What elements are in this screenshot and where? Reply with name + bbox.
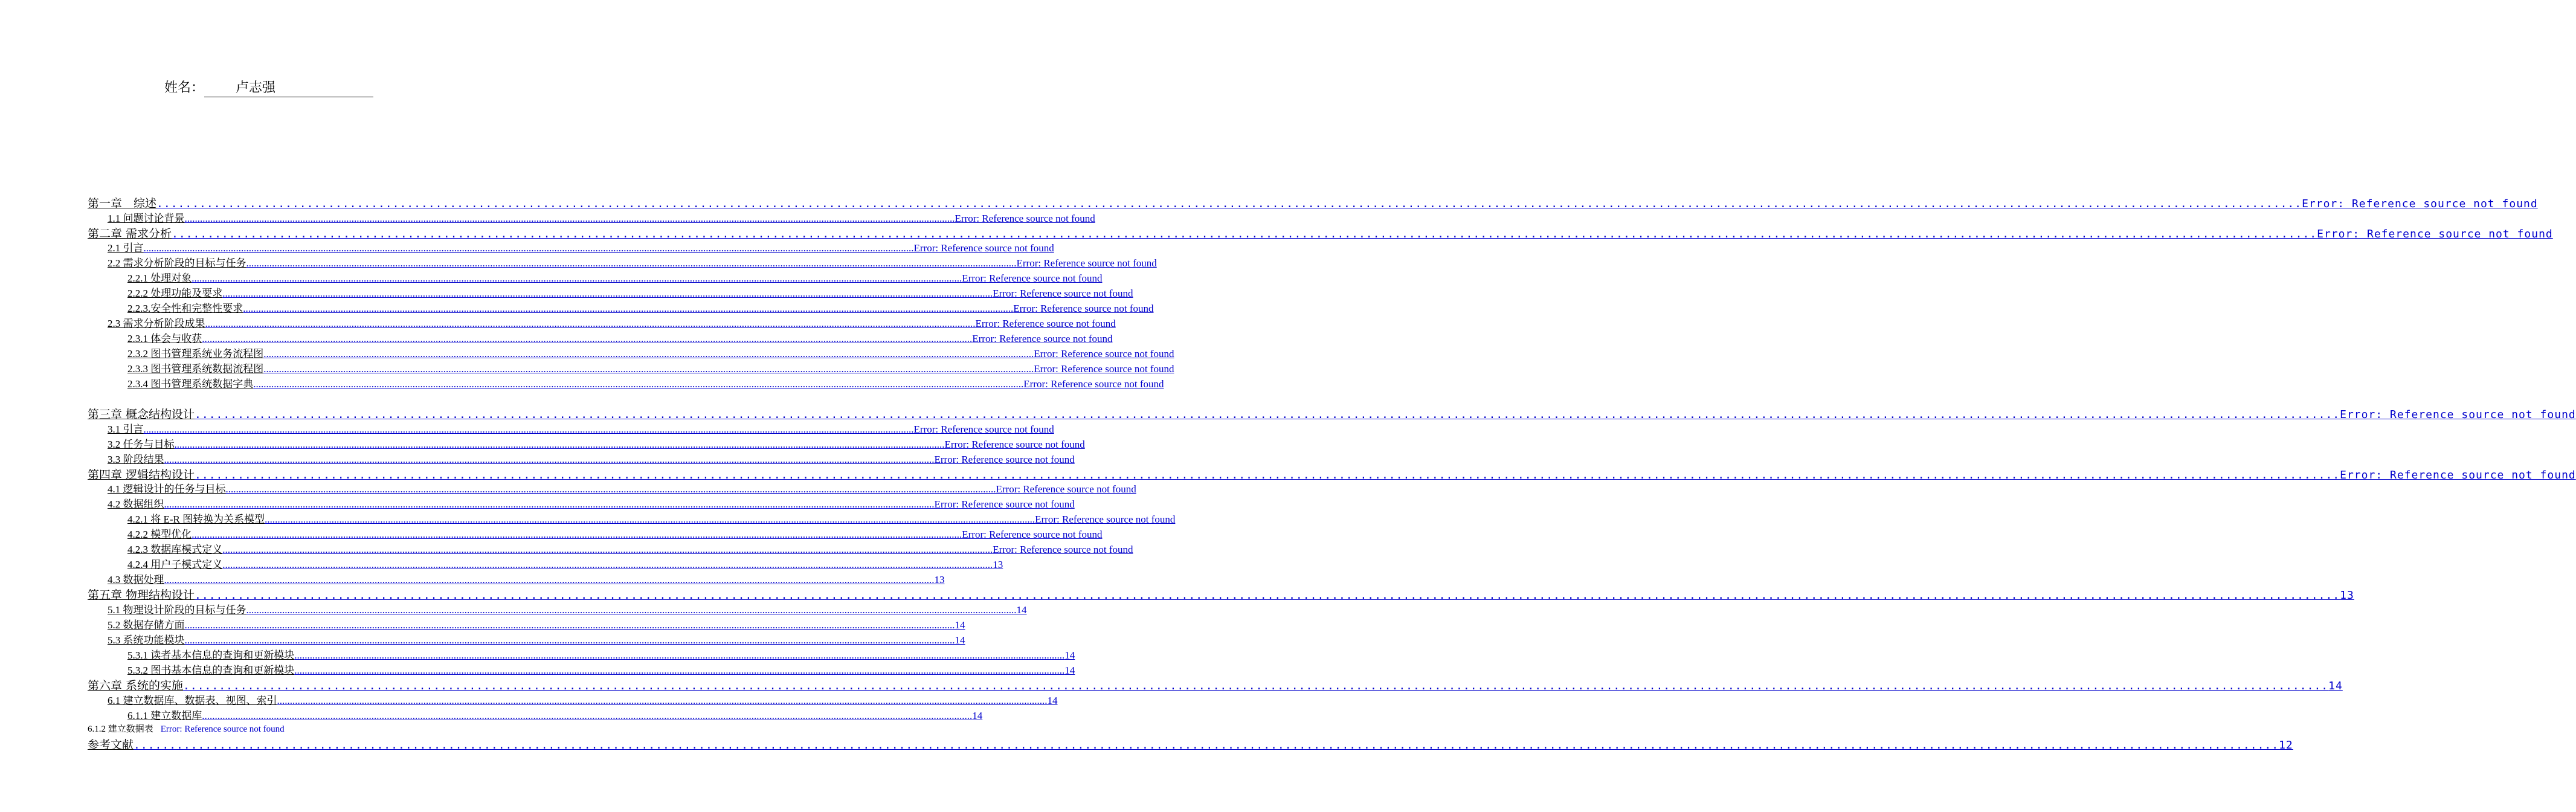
toc-entry[interactable]	[127, 662, 1075, 676]
toc-dot-leader: ............................................................................................................................................................................................................................................................................................................	[183, 680, 2329, 692]
toc-entry-page: 14	[1016, 604, 1027, 616]
toc-entry-title: 4.3 数据处理	[108, 574, 164, 585]
toc-entry-title: 4.1 逻辑设计的任务与目标	[108, 483, 226, 495]
toc-entry-title: 第一章 综述	[88, 197, 157, 210]
toc-dot-leader: ............................................................................................................................................................................................................................................................................................................	[294, 665, 1065, 676]
toc-entry-title: 1.1 问题讨论背景	[108, 213, 185, 224]
toc-entry[interactable]	[127, 269, 1103, 284]
toc-dot-leader: ............................................................................................................................................................................................................................................................................................................	[263, 363, 1034, 375]
toc-entry-page: Error: Reference source not found	[962, 272, 1103, 284]
name-label: 姓名：	[164, 80, 205, 95]
toc-entry-page: 14	[1064, 649, 1075, 661]
toc-entry-page: Error: Reference source not found	[955, 213, 1095, 224]
toc-entry-page: Error: Reference source not found	[975, 318, 1116, 329]
toc-entry-page: Error: Reference source not found	[1016, 257, 1157, 269]
toc-dot-leader: ............................................................................................................................................................................................................................................................................................................	[184, 213, 955, 224]
toc-dot-leader: ............................................................................................................................................................................................................................................................................................................	[225, 483, 996, 495]
toc-dot-leader: ............................................................................................................................................................................................................................................................................................................	[265, 514, 1035, 525]
toc-entry[interactable]	[127, 541, 1133, 555]
toc-entry-title: 5.3.2 图书基本信息的查询和更新模块	[127, 665, 295, 676]
toc-entry-page: Error: Reference source not found	[1013, 303, 1154, 314]
toc-dot-leader: ............................................................................................................................................................................................................................................................................................................	[164, 498, 935, 510]
toc-entry-page: 14	[1047, 695, 1058, 706]
toc-entry-page: Error: Reference source not found	[2317, 228, 2553, 240]
toc-entry-title: 2.3.4 图书管理系统数据字典	[127, 378, 254, 390]
toc-dot-leader: ............................................................................................................................................................................................................................................................................................................	[134, 739, 2279, 752]
toc-entry-title: 3.1 引言	[108, 424, 144, 435]
toc-dot-leader: ............................................................................................................................................................................................................................................................................................................	[205, 318, 976, 329]
toc-entry-page: 14	[955, 619, 965, 631]
toc-entry-page: 14	[955, 634, 965, 646]
toc-dot-leader: ............................................................................................................................................................................................................................................................................................................	[184, 619, 955, 631]
toc-entry-page: Error: Reference source not found	[2340, 408, 2576, 421]
toc-entry[interactable]	[108, 631, 965, 646]
toc-entry-title: 第三章 概念结构设计	[88, 408, 195, 421]
toc-entry[interactable]	[127, 646, 1075, 661]
toc-entry-title: 2.2.1 处理对象	[127, 272, 192, 284]
toc-entry-page: Error: Reference source not found	[1034, 348, 1174, 359]
toc-entry[interactable]	[88, 677, 2343, 692]
toc-entry-page: Error: Reference source not found	[934, 498, 1075, 510]
toc-dot-leader: ............................................................................................................................................................................................................................................................................................................	[184, 634, 955, 646]
toc-entry-page: Error: Reference source not found	[934, 454, 1075, 465]
toc-entry[interactable]	[108, 495, 1075, 510]
toc-entry-title: 2.3 需求分析阶段成果	[108, 318, 205, 329]
toc-dot-leader: ............................................................................................................................................................................................................................................................................................................	[156, 198, 2302, 210]
toc-entry[interactable]	[88, 736, 2293, 752]
toc-dot-leader: ............................................................................................................................................................................................................................................................................................................	[263, 348, 1034, 359]
toc-entry-page: 14	[1064, 665, 1075, 676]
toc-entry[interactable]	[88, 466, 2576, 482]
toc-entry-title: 5.3 系统功能模块	[108, 634, 185, 646]
toc-entry-page: 13	[934, 574, 945, 585]
toc-entry-title: 2.1 引言	[108, 242, 144, 254]
toc-entry-title: 5.2 数据存储方面	[108, 619, 185, 631]
toc-entry-page: Error: Reference source not found	[2340, 469, 2576, 482]
toc-entry-title: 2.2 需求分析阶段的目标与任务	[108, 257, 246, 269]
toc-dot-leader: ............................................................................................................................................................................................................................................................................................................	[243, 303, 1014, 314]
toc-entry[interactable]	[108, 616, 965, 631]
toc-entry-title: 2.2.3.安全性和完整性要求	[127, 303, 243, 314]
toc-dot-leader: ............................................................................................................................................................................................................................................................................................................	[246, 604, 1017, 616]
toc-entry-title: 5.1 物理设计阶段的目标与任务	[108, 604, 246, 616]
toc-entry[interactable]	[88, 195, 2538, 210]
toc-entry[interactable]	[108, 601, 1027, 616]
name-field	[164, 77, 373, 97]
toc-entry-title: 5.3.1 读者基本信息的查询和更新模块	[127, 649, 295, 661]
toc-entry[interactable]	[127, 285, 1133, 299]
toc-entry-page: Error: Reference source not found	[160, 724, 285, 734]
toc-entry[interactable]	[127, 511, 1176, 525]
toc-dot-leader: ............................................................................................................................................................................................................................................................................................................	[172, 228, 2317, 240]
toc-entry[interactable]	[127, 707, 983, 721]
toc-entry-page: Error: Reference source not found	[996, 483, 1136, 495]
toc-entry-page: Error: Reference source not found	[913, 242, 1054, 254]
toc-entry[interactable]	[108, 420, 1054, 435]
toc-dot-leader: ............................................................................................................................................................................................................................................................................................................	[192, 272, 962, 284]
toc-entry-title: 第五章 物理结构设计	[88, 588, 195, 602]
toc-entry-page: Error: Reference source not found	[1035, 514, 1176, 525]
toc-dot-leader: ............................................................................................................................................................................................................................................................................................................	[174, 439, 945, 450]
toc-entry-page: 13	[2340, 589, 2354, 602]
toc-entry[interactable]	[88, 225, 2553, 240]
toc-entry-page: Error: Reference source not found	[993, 288, 1133, 299]
toc-entry[interactable]	[108, 254, 1157, 269]
toc-dot-leader: ............................................................................................................................................................................................................................................................................................................	[294, 649, 1065, 661]
toc-entry-title: 2.3.3 图书管理系统数据流程图	[127, 363, 264, 375]
toc-entry-title: 4.2.2 模型优化	[127, 529, 192, 540]
toc-dot-leader: ............................................................................................................................................................................................................................................................................................................	[222, 544, 993, 555]
toc-dot-leader: ............................................................................................................................................................................................................................................................................................................	[164, 454, 935, 465]
toc-entry-title: 2.3.2 图书管理系统业务流程图	[127, 348, 264, 359]
toc-entry[interactable]	[108, 315, 1116, 329]
toc-entry-title: 参考文献	[88, 738, 134, 752]
toc-entry-title: 第二章 需求分析	[88, 227, 172, 240]
toc-entry[interactable]	[127, 300, 1154, 314]
toc-dot-leader: ............................................................................................................................................................................................................................................................................................................	[195, 408, 2340, 421]
toc-entry-title: 4.2.4 用户子模式定义	[127, 559, 223, 570]
toc-entry[interactable]	[108, 451, 1075, 465]
toc-dot-leader: ............................................................................................................................................................................................................................................................................................................	[195, 469, 2340, 482]
toc-dot-leader: ............................................................................................................................................................................................................................................................................................................	[202, 333, 973, 344]
toc-entry[interactable]	[108, 692, 1058, 706]
toc-entry-title: 2.3.1 体会与收获	[127, 333, 202, 344]
toc-dot-leader: ............................................................................................................................................................................................................................................................................................................	[164, 574, 935, 585]
toc-entry-page: Error: Reference source not found	[1023, 378, 1164, 390]
toc-entry-page: Error: Reference source not found	[972, 333, 1113, 344]
toc-entry[interactable]	[127, 526, 1103, 540]
toc-dot-leader: ............................................................................................................................................................................................................................................................................................................	[143, 242, 914, 254]
toc-entry-title: 3.3 阶段结果	[108, 454, 164, 465]
toc-entry-title: 6.1 建立数据库、数据表、视图、索引	[108, 695, 277, 706]
toc-entry-title: 3.2 任务与目标	[108, 439, 175, 450]
toc-dot-leader: ............................................................................................................................................................................................................................................................................................................	[277, 695, 1048, 706]
toc-entry[interactable]	[108, 210, 1095, 224]
name-value: 卢志强	[204, 80, 373, 97]
toc-entry[interactable]	[127, 556, 1003, 570]
toc-entry[interactable]	[127, 345, 1174, 359]
toc-entry-title: 第六章 系统的实施	[88, 679, 184, 692]
toc-entry-title: 6.1.2 建立数据表	[88, 724, 153, 734]
toc-entry-page: 14	[972, 710, 983, 721]
toc-entry-title: 第四章 逻辑结构设计	[88, 468, 195, 482]
toc-entry[interactable]	[108, 436, 1085, 450]
toc-dot-leader: ............................................................................................................................................................................................................................................................................................................	[202, 710, 973, 721]
toc-dot-leader: ............................................................................................................................................................................................................................................................................................................	[143, 424, 914, 435]
toc-entry-page: Error: Reference source not found	[993, 544, 1133, 555]
toc-entry[interactable]	[108, 571, 945, 585]
toc-dot-leader: ............................................................................................................................................................................................................................................................................................................	[192, 529, 962, 540]
toc-entry[interactable]	[88, 722, 285, 735]
toc-dot-leader: ............................................................................................................................................................................................................................................................................................................	[246, 257, 1017, 269]
toc-dot-leader: ............................................................................................................................................................................................................................................................................................................	[195, 589, 2340, 602]
toc-entry[interactable]	[127, 360, 1174, 375]
toc-dot-leader: ............................................................................................................................................................................................................................................................................................................	[222, 559, 993, 570]
toc-entry-page: Error: Reference source not found	[2302, 198, 2538, 210]
toc-entry-page: Error: Reference source not found	[962, 529, 1103, 540]
toc-entry-title: 4.2.1 将 E-R 图转换为关系模型	[127, 514, 265, 525]
toc-dot-leader: ............................................................................................................................................................................................................................................................................................................	[222, 288, 993, 299]
toc-entry-page: Error: Reference source not found	[913, 424, 1054, 435]
toc-entry-page: 14	[2328, 680, 2343, 692]
toc-entry-title: 2.2.2 处理功能及要求	[127, 288, 223, 299]
toc-entry-title: 6.1.1 建立数据库	[127, 710, 202, 721]
toc-entry[interactable]	[88, 405, 2576, 421]
toc-entry-page: Error: Reference source not found	[944, 439, 1085, 450]
toc-entry-page: 13	[993, 559, 1003, 570]
toc-entry[interactable]	[108, 239, 1054, 254]
toc-entry-title: 4.2 数据组织	[108, 498, 164, 510]
toc-entry[interactable]	[127, 330, 1113, 344]
toc-entry-page: 12	[2279, 739, 2293, 752]
toc-entry-title: 4.2.3 数据库模式定义	[127, 544, 223, 555]
toc-entry[interactable]	[127, 375, 1164, 390]
toc-entry[interactable]	[108, 480, 1136, 495]
toc-entry[interactable]	[88, 586, 2354, 602]
toc-dot-leader: ............................................................................................................................................................................................................................................................................................................	[253, 378, 1024, 390]
toc-entry-page: Error: Reference source not found	[1034, 363, 1174, 375]
